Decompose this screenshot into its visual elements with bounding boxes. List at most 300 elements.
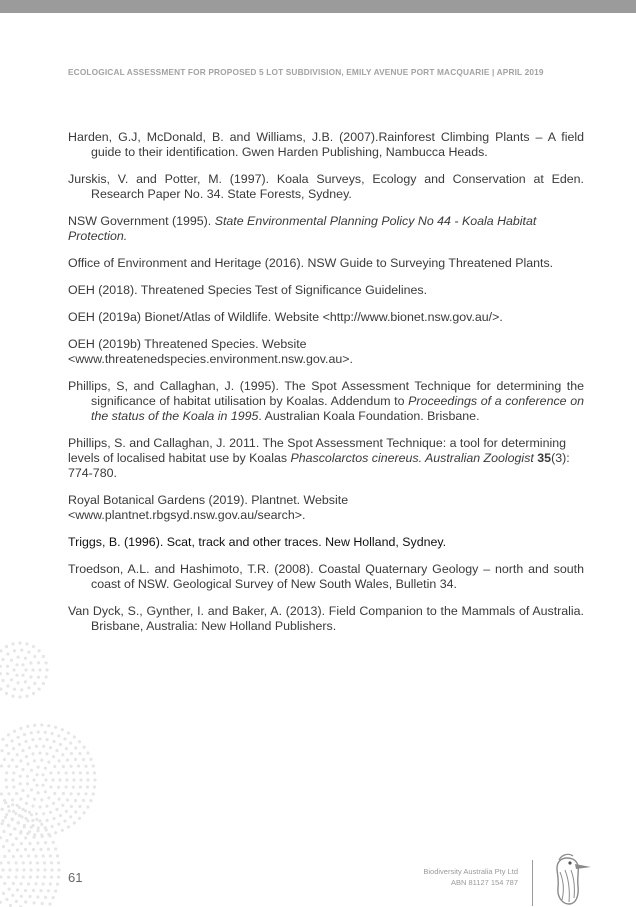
decor-dot (24, 740, 27, 743)
decor-dot (0, 665, 2, 668)
decor-dot (20, 895, 23, 898)
decor-dot (21, 749, 24, 752)
decor-dot (51, 732, 54, 735)
decor-dot (17, 681, 20, 684)
decor-dot (31, 752, 34, 755)
decor-dot (65, 747, 68, 750)
decor-dot (52, 817, 55, 820)
decor-dot (25, 802, 28, 805)
decor-dot (10, 659, 13, 662)
decor-dot (35, 818, 38, 821)
decor-dot (33, 901, 36, 904)
decor-dot (19, 832, 22, 835)
decor-dot (42, 882, 45, 885)
decor-dot (48, 834, 51, 837)
running-header (68, 67, 588, 77)
decor-dot (11, 818, 14, 821)
decor-dot (21, 789, 24, 792)
decor-dot (13, 730, 16, 733)
decor-dot (86, 751, 89, 754)
reference-phillips-2011: Phillips, S. and Callaghan, J. 2011. The Spot Assessment Technique: a tool for determining levels of localised habitat use by Koalas Phascolarctos cinereus. Australian Zoologist 35(3): 774-780. (68, 436, 570, 480)
decor-dot (21, 768, 24, 771)
decor-dot (21, 674, 24, 677)
decor-dot (2, 892, 5, 895)
decor-dot (53, 765, 56, 768)
decor-dot (13, 688, 16, 691)
decor-dot (24, 668, 27, 671)
decor-dot (12, 668, 15, 671)
decor-dot (89, 799, 92, 802)
reference-phillips-1995: Phillips, S, and Callaghan, J. (1995). The Spot Assessment Technique for determining the significance of habitat utilisation by Koalas. Addendum to Proceedings of a conference on the status of the Koala in 1995. Australian Koala Foundation. Brisbane. (68, 379, 584, 423)
decor-dot (69, 815, 72, 818)
decor-dot (61, 804, 64, 807)
decor-dot (1, 808, 4, 811)
kookaburra-logo-icon (545, 848, 595, 906)
decor-dot (11, 778, 14, 781)
decor-dot (47, 796, 50, 799)
decor-dot (45, 675, 48, 678)
decor-dot (45, 668, 48, 671)
decor-dot (86, 778, 89, 781)
decor-dot (84, 765, 87, 768)
reference-nsw-government-1995: NSW Government (1995). State Environmental Planning Policy No 44 - Koala Habitat Protection. (68, 214, 537, 243)
decor-dot (93, 778, 96, 781)
decor-dot (44, 790, 47, 793)
decor-dot (7, 733, 10, 736)
decor-dot (37, 826, 40, 829)
company-abn: ABN 81127 154 787 (451, 878, 518, 887)
decor-dot (33, 682, 36, 685)
decor-dot (52, 802, 55, 805)
decor-dot (39, 889, 42, 892)
decor-dot (0, 822, 3, 825)
decor-dot (51, 825, 54, 828)
decor-dot (63, 737, 66, 740)
decor-dot (0, 901, 2, 904)
decor-dot (26, 775, 29, 778)
reference-oeh-2019b: OEH (2019b) Threatened Species. Website <www.threatenedspecies.environment.nsw.gov.au>. (68, 337, 353, 366)
decor-dot (30, 769, 33, 772)
decor-dot (86, 785, 89, 788)
decor-dot (3, 882, 6, 885)
decor-dot (83, 811, 86, 814)
decor-dot (30, 813, 33, 816)
decor-dot (42, 854, 45, 857)
decor-dot (4, 816, 7, 819)
decor-dot (27, 651, 30, 654)
decor-dot (45, 661, 48, 664)
decor-dot (30, 731, 33, 734)
decor-dot (74, 799, 77, 802)
decor-dot (42, 745, 45, 748)
decor-dot (7, 752, 10, 755)
page-number: 61 (68, 870, 83, 885)
decor-dot (34, 882, 37, 885)
decor-dot (11, 739, 14, 742)
decor-dot (38, 805, 41, 808)
decor-dot (16, 848, 19, 851)
top-bar (0, 0, 636, 13)
decor-dot (41, 902, 44, 905)
decor-dot (58, 798, 61, 801)
reference-van-dyck-2013: Van Dyck, S., Gynther, I. and Baker, A. (2013). Field Companion to the Mammals of Australia. Brisbane, Australia: New Holland Publishers. (68, 604, 584, 633)
decor-dot (32, 692, 35, 695)
decor-dot (7, 765, 10, 768)
decor-dot (65, 778, 68, 781)
decor-dot (20, 688, 23, 691)
decor-dot (26, 782, 29, 785)
decor-dot (5, 898, 8, 901)
decor-dot (93, 771, 96, 774)
header-separator: | (491, 67, 495, 77)
decor-dot (67, 825, 70, 828)
decor-dot (11, 642, 14, 645)
decor-dot (18, 695, 21, 698)
decor-dot (43, 875, 46, 878)
decor-dot (22, 861, 25, 864)
footer-company-info (423, 866, 518, 888)
decor-dot (66, 758, 69, 761)
decor-dot (24, 809, 27, 812)
decor-dot (26, 762, 29, 765)
decor-dot (49, 746, 52, 749)
decor-dot (3, 855, 6, 858)
decor-dot (12, 771, 15, 774)
decor-dot (40, 798, 43, 801)
decor-dot (0, 836, 2, 839)
decor-dot (0, 688, 3, 691)
decor-dot (74, 746, 77, 749)
decor-dot (48, 902, 51, 905)
decor-dot (23, 733, 26, 736)
decor-dot (70, 765, 73, 768)
decor-dot (47, 848, 50, 851)
decor-dot (38, 819, 41, 822)
decor-dot (82, 799, 85, 802)
decor-dot (73, 735, 76, 738)
decor-dot (5, 786, 8, 789)
decor-dot (15, 792, 18, 795)
decor-dot (52, 896, 55, 899)
decor-dot (34, 855, 37, 858)
decor-dot (23, 825, 26, 828)
decor-dot (5, 744, 8, 747)
decor-dot (86, 805, 89, 808)
decor-dot (24, 889, 27, 892)
decor-dot (17, 656, 20, 659)
decor-dot (2, 830, 5, 833)
decor-dot (25, 642, 28, 645)
decor-dot (50, 876, 53, 879)
decor-dot (29, 661, 32, 664)
decor-dot (16, 753, 19, 756)
decor-dot (8, 809, 11, 812)
decor-dot (0, 764, 3, 767)
decor-dot (44, 896, 47, 899)
decor-dot (57, 868, 60, 871)
decor-dot (6, 684, 9, 687)
decor-dot (7, 805, 10, 808)
header-title: ECOLOGICAL ASSESSMENT FOR PROPOSED 5 LOT SUBDIVISION, EMILY AVENUE PORT MACQUARIE (68, 67, 490, 77)
decor-dot (24, 848, 27, 851)
decor-dot (0, 749, 3, 752)
decor-dot (36, 868, 39, 871)
decor-dot (17, 736, 20, 739)
decor-dot (38, 737, 41, 740)
reference-list (68, 130, 584, 646)
decor-dot (28, 895, 31, 898)
decor-dot (37, 730, 40, 733)
decor-dot (78, 805, 81, 808)
decor-dot (55, 808, 58, 811)
decor-dot (57, 786, 60, 789)
decorative-dot-pattern (0, 630, 150, 907)
decor-dot (37, 791, 40, 794)
decor-dot (31, 805, 34, 808)
decor-dot (93, 785, 96, 788)
decor-dot (12, 855, 15, 858)
decor-dot (79, 771, 82, 774)
decor-dot (86, 771, 89, 774)
decor-dot (26, 794, 29, 797)
decor-dot (1, 819, 4, 822)
reference-oeh-2016: Office of Environment and Heritage (2016). NSW Guide to Surveying Threatened Plants. (68, 256, 554, 270)
decor-dot (44, 767, 47, 770)
decor-dot (69, 742, 72, 745)
decor-dot (52, 740, 55, 743)
decor-dot (8, 888, 11, 891)
decor-dot (31, 819, 34, 822)
decor-dot (54, 847, 57, 850)
decor-dot (32, 889, 35, 892)
decor-dot (57, 823, 60, 826)
decor-dot (54, 726, 57, 729)
decor-dot (18, 806, 21, 809)
decor-dot (79, 786, 82, 789)
decor-dot (70, 752, 73, 755)
decor-dot (47, 889, 50, 892)
decor-dot (6, 652, 9, 655)
decor-dot (92, 764, 95, 767)
reference-rbg-2019: Royal Botanical Gardens (2019). Plantnet. Website <www.plantnet.rbgsyd.nsw.gov.au/search>. (68, 493, 349, 522)
decor-dot (40, 759, 43, 762)
decor-dot (1, 679, 4, 682)
decor-dot (52, 841, 55, 844)
decor-dot (49, 785, 52, 788)
decor-dot (27, 882, 30, 885)
decor-dot (43, 861, 46, 864)
decor-dot (7, 824, 10, 827)
decor-dot (0, 792, 3, 795)
decor-dot (27, 686, 30, 689)
decor-dot (26, 819, 29, 822)
decor-dot (9, 833, 12, 836)
decor-dot (57, 861, 60, 864)
decor-dot (47, 724, 50, 727)
decor-dot (58, 759, 61, 762)
decor-dot (7, 876, 10, 879)
decor-dot (15, 765, 18, 768)
decor-dot (0, 875, 3, 878)
decor-dot (25, 755, 28, 758)
decor-dot (36, 875, 39, 878)
decor-dot (28, 830, 31, 833)
decor-dot (19, 775, 22, 778)
decor-dot (6, 672, 9, 675)
decor-dot (72, 786, 75, 789)
decor-dot (57, 876, 60, 879)
decor-dot (65, 785, 68, 788)
decor-dot (78, 817, 81, 820)
decor-dot (28, 842, 31, 845)
decor-dot (62, 792, 65, 795)
decor-dot (49, 771, 52, 774)
decor-dot (61, 753, 64, 756)
decor-dot (55, 749, 58, 752)
reference-jurskis-1997: Jurskis, V. and Potter, M. (1997). Koala Surveys, Ecology and Conservation at Eden. Research Paper No. 34. State Forests, Sydney. (68, 172, 584, 201)
decor-dot (89, 758, 92, 761)
decor-dot (19, 759, 22, 762)
decor-dot (33, 724, 36, 727)
decor-dot (11, 894, 14, 897)
decor-dot (42, 655, 45, 658)
decor-dot (77, 764, 80, 767)
decor-dot (56, 883, 59, 886)
decor-dot (24, 836, 27, 839)
decor-dot (35, 812, 38, 815)
decor-dot (84, 792, 87, 795)
decor-dot (15, 875, 18, 878)
decor-dot (45, 828, 48, 831)
decor-dot (1, 658, 4, 661)
decor-dot (38, 649, 41, 652)
decor-dot (1, 868, 4, 871)
decor-dot (19, 798, 22, 801)
decor-dot (3, 758, 6, 761)
decor-dot (16, 888, 19, 891)
decor-dot (10, 678, 13, 681)
decor-dot (11, 798, 14, 801)
decor-dot (35, 784, 38, 787)
decor-dot (36, 861, 39, 864)
decor-dot (78, 740, 81, 743)
decor-dot (72, 778, 75, 781)
decor-dot (12, 747, 15, 750)
decor-dot (20, 815, 23, 818)
decor-dot (38, 668, 41, 671)
decor-dot (77, 792, 80, 795)
decor-dot (92, 792, 95, 795)
decor-dot (33, 759, 36, 762)
decor-dot (38, 751, 41, 754)
decor-dot (36, 841, 39, 844)
decor-dot (29, 876, 32, 879)
decor-dot (67, 731, 70, 734)
decor-dot (20, 855, 23, 858)
decor-dot (11, 695, 14, 698)
decor-dot (56, 854, 59, 857)
decor-dot (38, 688, 41, 691)
reference-triggs-1996: Triggs, B. (1996). Scat, track and other traces. New Holland, Sydney. (68, 535, 447, 549)
decor-dot (41, 773, 44, 776)
decor-dot (15, 861, 18, 864)
decor-dot (52, 755, 55, 758)
decor-dot (44, 778, 47, 781)
decor-dot (33, 798, 36, 801)
decor-dot (29, 868, 32, 871)
decor-dot (49, 854, 52, 857)
decor-dot (50, 861, 53, 864)
decor-dot (40, 723, 43, 726)
reference-oeh-2018: OEH (2018). Threatened Species Test of Significance Guidelines. (68, 283, 428, 297)
decor-dot (7, 861, 10, 864)
decor-dot (79, 778, 82, 781)
decor-dot (2, 845, 5, 848)
decor-dot (36, 829, 39, 832)
decor-dot (17, 821, 20, 824)
decor-dot (24, 680, 27, 683)
decor-dot (5, 771, 8, 774)
decor-dot (42, 812, 45, 815)
decor-dot (5, 839, 8, 842)
decor-dot (15, 868, 18, 871)
decor-dot (32, 778, 35, 781)
decor-dot (8, 849, 11, 852)
decor-dot (15, 900, 18, 903)
decor-dot (18, 641, 21, 644)
decor-dot (14, 812, 17, 815)
decor-dot (18, 743, 21, 746)
decor-dot (51, 778, 54, 781)
decor-dot (63, 819, 66, 822)
decor-dot (20, 842, 23, 845)
decor-dot (70, 792, 73, 795)
decor-dot (15, 674, 18, 677)
decor-dot (15, 663, 18, 666)
decor-dot (46, 819, 49, 822)
decor-dot (37, 766, 40, 769)
decor-dot (30, 788, 33, 791)
decor-dot (0, 649, 3, 652)
decor-dot (41, 835, 44, 838)
decor-dot (72, 771, 75, 774)
decor-dot (45, 752, 48, 755)
decor-dot (45, 805, 48, 808)
decor-dot (37, 661, 40, 664)
decor-dot (66, 798, 69, 801)
decor-dot (19, 727, 22, 730)
decor-dot (54, 831, 57, 834)
decor-dot (74, 758, 77, 761)
header-date: APRIL 2019 (496, 67, 544, 77)
decor-dot (13, 827, 16, 830)
reference-harden-2007: Harden, G.J, McDonald, B. and Williams, J.B. (2007).Rainforest Climbing Plants – A field guide to their identification. Gwen Harden Publishing, Nambucca Heads. (68, 130, 584, 159)
decor-dot (5, 692, 8, 695)
decor-dot (35, 745, 38, 748)
decor-dot (78, 752, 81, 755)
decor-dot (13, 649, 16, 652)
decor-dot (29, 861, 32, 864)
decor-dot (42, 682, 45, 685)
decor-dot (15, 837, 18, 840)
decor-dot (25, 695, 28, 698)
decor-dot (83, 746, 86, 749)
decor-dot (59, 814, 62, 817)
decor-dot (12, 785, 15, 788)
decor-dot (50, 868, 53, 871)
decor-dot (32, 848, 35, 851)
decor-dot (31, 668, 34, 671)
